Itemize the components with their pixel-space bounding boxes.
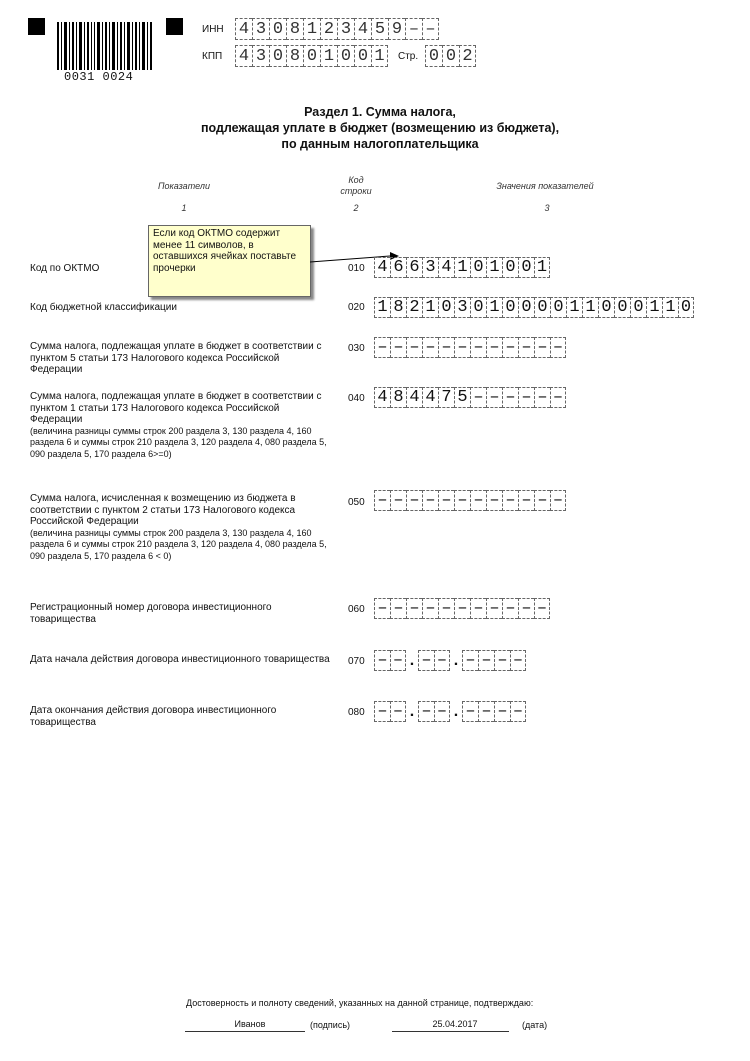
char-cell[interactable]: 1 xyxy=(486,257,502,278)
char-cell: 0 xyxy=(354,45,371,67)
char-cell[interactable]: 0 xyxy=(518,297,534,318)
corner-marker-right xyxy=(166,18,183,35)
char-cell[interactable]: – xyxy=(550,387,566,408)
oktmo-hint-callout: Если код ОКТМО содержит менее 11 символов, в оставшихся ячейках поставьте прочерки xyxy=(148,225,311,297)
char-cell: 4 xyxy=(354,18,371,40)
row-080-label: Дата окончания действия договора инвестиционного товарищества xyxy=(30,705,277,728)
start-day-cells[interactable] xyxy=(374,650,406,671)
section-title-2: подлежащая уплате в бюджет (возмещению из бюджета), xyxy=(200,121,560,135)
column-number-3: 3 xyxy=(544,203,550,213)
char-cell[interactable]: 0 xyxy=(534,297,550,318)
inn-cells xyxy=(235,18,439,40)
char-cell[interactable]: – xyxy=(502,337,518,358)
char-cell[interactable]: – xyxy=(390,701,406,722)
char-cell[interactable]: – xyxy=(434,701,450,722)
char-cell[interactable]: 2 xyxy=(406,297,422,318)
tax-173-5-cells[interactable] xyxy=(374,337,566,358)
char-cell[interactable]: – xyxy=(422,337,438,358)
char-cell[interactable]: – xyxy=(486,387,502,408)
kpp-cells xyxy=(235,45,388,67)
barcode-number: 0031 0024 xyxy=(64,70,134,84)
char-cell: 1 xyxy=(320,45,337,67)
char-cell: 4 xyxy=(235,18,252,40)
row-070-code: 070 xyxy=(348,656,365,667)
end-day-cells[interactable] xyxy=(374,701,406,722)
char-cell[interactable]: – xyxy=(518,337,534,358)
char-cell[interactable]: 7 xyxy=(438,387,454,408)
char-cell[interactable]: – xyxy=(462,650,478,671)
char-cell[interactable]: 1 xyxy=(646,297,662,318)
char-cell[interactable]: – xyxy=(406,337,422,358)
name-line xyxy=(185,1031,305,1032)
kbk-cells[interactable] xyxy=(374,297,694,318)
char-cell[interactable]: 1 xyxy=(566,297,582,318)
row-020-code: 020 xyxy=(348,302,365,313)
column-header-indicators: Показатели xyxy=(158,181,210,191)
char-cell[interactable]: 1 xyxy=(422,297,438,318)
char-cell[interactable]: 1 xyxy=(582,297,598,318)
char-cell[interactable]: – xyxy=(454,598,470,619)
char-cell[interactable]: – xyxy=(374,337,390,358)
row-060-code: 060 xyxy=(348,604,365,615)
char-cell[interactable]: – xyxy=(438,598,454,619)
contract-start-date-cells[interactable] xyxy=(374,650,526,671)
char-cell[interactable]: 0 xyxy=(678,297,694,318)
char-cell: 0 xyxy=(269,18,286,40)
char-cell[interactable]: – xyxy=(502,598,518,619)
contract-end-date-cells[interactable] xyxy=(374,701,526,722)
oktmo-cells[interactable] xyxy=(374,257,550,278)
char-cell: 0 xyxy=(269,45,286,67)
char-cell: 8 xyxy=(286,18,303,40)
column-header-code: Код строки xyxy=(340,175,372,196)
char-cell[interactable]: 4 xyxy=(422,387,438,408)
char-cell: 2 xyxy=(320,18,337,40)
char-cell[interactable]: – xyxy=(470,337,486,358)
char-cell[interactable]: – xyxy=(406,598,422,619)
char-cell[interactable]: 0 xyxy=(598,297,614,318)
page-label: Стр. xyxy=(398,51,419,62)
char-cell[interactable]: – xyxy=(422,598,438,619)
char-cell[interactable]: – xyxy=(510,650,526,671)
char-cell[interactable]: 4 xyxy=(374,257,390,278)
char-cell[interactable]: 4 xyxy=(406,387,422,408)
row-010-label: Код по ОКТМО xyxy=(30,263,100,274)
char-cell[interactable]: – xyxy=(478,701,494,722)
char-cell[interactable]: 1 xyxy=(662,297,678,318)
char-cell[interactable]: 1 xyxy=(374,297,390,318)
date-separator: . xyxy=(409,702,415,720)
row-070-label: Дата начала действия договора инвестиционного товарищества xyxy=(30,654,330,665)
char-cell: 0 xyxy=(425,45,442,67)
section-title-1: Раздел 1. Сумма налога, xyxy=(304,105,456,119)
char-cell[interactable]: – xyxy=(534,490,550,511)
char-cell[interactable]: – xyxy=(518,598,534,619)
char-cell[interactable]: 1 xyxy=(486,297,502,318)
char-cell[interactable]: – xyxy=(478,650,494,671)
page-cells xyxy=(425,45,476,67)
char-cell[interactable]: 0 xyxy=(470,297,486,318)
row-020-label: Код бюджетной классификации xyxy=(30,302,177,313)
char-cell[interactable]: – xyxy=(454,490,470,511)
row-040-text: Сумма налога, подлежащая уплате в бюджет в соответствии с пунктом 1 статьи 173 Налогового кодекса Российской Федерации xyxy=(30,391,322,425)
char-cell[interactable]: 6 xyxy=(406,257,422,278)
char-cell[interactable]: – xyxy=(390,598,406,619)
char-cell: – xyxy=(405,18,422,40)
char-cell[interactable]: – xyxy=(486,598,502,619)
char-cell[interactable]: – xyxy=(550,337,566,358)
char-cell[interactable]: 4 xyxy=(438,257,454,278)
char-cell[interactable]: 1 xyxy=(534,257,550,278)
char-cell[interactable]: – xyxy=(374,598,390,619)
char-cell[interactable]: 0 xyxy=(518,257,534,278)
char-cell[interactable]: – xyxy=(374,650,390,671)
char-cell[interactable]: – xyxy=(534,387,550,408)
char-cell[interactable]: – xyxy=(390,337,406,358)
char-cell[interactable]: – xyxy=(494,650,510,671)
char-cell[interactable]: 5 xyxy=(454,387,470,408)
char-cell[interactable]: – xyxy=(518,490,534,511)
char-cell[interactable]: 0 xyxy=(502,257,518,278)
char-cell[interactable]: – xyxy=(470,598,486,619)
char-cell: 1 xyxy=(303,18,320,40)
start-year-cells[interactable] xyxy=(462,650,526,671)
char-cell: 0 xyxy=(303,45,320,67)
signature-label: (подпись) xyxy=(310,1020,351,1030)
column-number-1: 1 xyxy=(181,203,187,213)
char-cell[interactable]: – xyxy=(406,490,422,511)
char-cell[interactable]: – xyxy=(502,387,518,408)
char-cell[interactable]: – xyxy=(486,490,502,511)
row-060-label: Регистрационный номер договора инвестиционного товарищества xyxy=(30,602,272,625)
barcode xyxy=(57,22,152,70)
row-040-label xyxy=(30,391,330,460)
date-separator: . xyxy=(453,702,459,720)
row-040-code: 040 xyxy=(348,393,365,404)
char-cell[interactable]: – xyxy=(486,337,502,358)
date-separator: . xyxy=(453,651,459,669)
row-010-code: 010 xyxy=(348,263,365,274)
confirmation-text: Достоверность и полноту сведений, указанных на данной странице, подтверждаю: xyxy=(186,998,534,1008)
char-cell[interactable]: – xyxy=(550,490,566,511)
char-cell[interactable]: – xyxy=(438,337,454,358)
char-cell: 4 xyxy=(235,45,252,67)
char-cell[interactable]: 0 xyxy=(502,297,518,318)
char-cell[interactable]: 8 xyxy=(390,387,406,408)
row-050-code: 050 xyxy=(348,497,365,508)
inn-label: ИНН xyxy=(202,24,224,35)
char-cell[interactable]: 0 xyxy=(550,297,566,318)
row-050-label xyxy=(30,493,330,562)
corner-marker-left xyxy=(28,18,45,35)
contract-number-cells[interactable] xyxy=(374,598,550,619)
char-cell: 9 xyxy=(388,18,405,40)
char-cell: 8 xyxy=(286,45,303,67)
row-030-code: 030 xyxy=(348,343,365,354)
char-cell[interactable]: – xyxy=(438,490,454,511)
column-number-2: 2 xyxy=(353,203,359,213)
char-cell: 0 xyxy=(442,45,459,67)
char-cell[interactable]: – xyxy=(434,650,450,671)
row-040-subtext: (величина разницы суммы строк 200 раздела 3, 130 раздела 4, 160 раздела 6 и суммы строк 210 раздела 3, 120 раздела 4, 080 раздела 5, 090 раздела 5, 170 раздела 6>=0) xyxy=(30,425,327,459)
char-cell[interactable]: 3 xyxy=(454,297,470,318)
char-cell: 5 xyxy=(371,18,388,40)
char-cell[interactable]: – xyxy=(534,337,550,358)
char-cell[interactable]: 0 xyxy=(614,297,630,318)
char-cell[interactable]: – xyxy=(502,490,518,511)
char-cell: 0 xyxy=(337,45,354,67)
signature-date: 25.04.2017 xyxy=(432,1019,478,1029)
char-cell[interactable]: – xyxy=(374,490,390,511)
tax-refund-cells[interactable] xyxy=(374,490,566,511)
char-cell[interactable]: 8 xyxy=(390,297,406,318)
date-line xyxy=(392,1031,509,1032)
char-cell[interactable]: 1 xyxy=(454,257,470,278)
char-cell[interactable]: – xyxy=(518,387,534,408)
end-month-cells[interactable] xyxy=(418,701,450,722)
char-cell: – xyxy=(422,18,439,40)
char-cell[interactable]: 0 xyxy=(438,297,454,318)
date-label: (дата) xyxy=(522,1020,548,1030)
row-050-text: Сумма налога, исчисленная к возмещению из бюджета в соответствии с пунктом 2 статьи 173 Налогового кодекса Российской Федерации xyxy=(30,493,296,527)
end-year-cells[interactable] xyxy=(462,701,526,722)
row-030-label: Сумма налога, подлежащая уплате в бюджет в соответствии с пунктом 5 статьи 173 Налогового кодекса Российской Федерации xyxy=(30,341,322,375)
char-cell[interactable]: – xyxy=(470,387,486,408)
char-cell[interactable]: – xyxy=(470,490,486,511)
start-month-cells[interactable] xyxy=(418,650,450,671)
char-cell[interactable]: – xyxy=(418,650,434,671)
char-cell: 3 xyxy=(252,45,269,67)
char-cell[interactable]: – xyxy=(390,490,406,511)
char-cell[interactable]: – xyxy=(510,701,526,722)
char-cell: 3 xyxy=(252,18,269,40)
char-cell[interactable]: – xyxy=(422,490,438,511)
char-cell: 3 xyxy=(337,18,354,40)
date-separator: . xyxy=(409,651,415,669)
char-cell[interactable]: – xyxy=(418,701,434,722)
char-cell[interactable]: – xyxy=(494,701,510,722)
char-cell[interactable]: – xyxy=(454,337,470,358)
section-title-3: по данным налогоплательщика xyxy=(281,137,479,151)
char-cell[interactable]: – xyxy=(374,701,390,722)
char-cell: 2 xyxy=(459,45,476,67)
tax-173-1-cells[interactable] xyxy=(374,387,566,408)
char-cell[interactable]: 3 xyxy=(422,257,438,278)
char-cell[interactable]: 0 xyxy=(630,297,646,318)
char-cell[interactable]: – xyxy=(534,598,550,619)
char-cell[interactable]: 4 xyxy=(374,387,390,408)
char-cell[interactable]: – xyxy=(462,701,478,722)
kpp-label: КПП xyxy=(202,51,223,62)
row-050-subtext: (величина разницы суммы строк 200 раздела 3, 130 раздела 4, 160 раздела 6 и суммы строк 210 раздела 3, 120 раздела 4, 080 раздела 5, 090 раздела 5, 170 раздела 6 < 0) xyxy=(30,527,327,561)
row-080-code: 080 xyxy=(348,707,365,718)
char-cell: 1 xyxy=(371,45,388,67)
char-cell[interactable]: 0 xyxy=(470,257,486,278)
char-cell[interactable]: 6 xyxy=(390,257,406,278)
column-header-values: Значения показателей xyxy=(496,181,594,191)
char-cell[interactable]: – xyxy=(390,650,406,671)
signer-name: Иванов xyxy=(234,1019,266,1029)
